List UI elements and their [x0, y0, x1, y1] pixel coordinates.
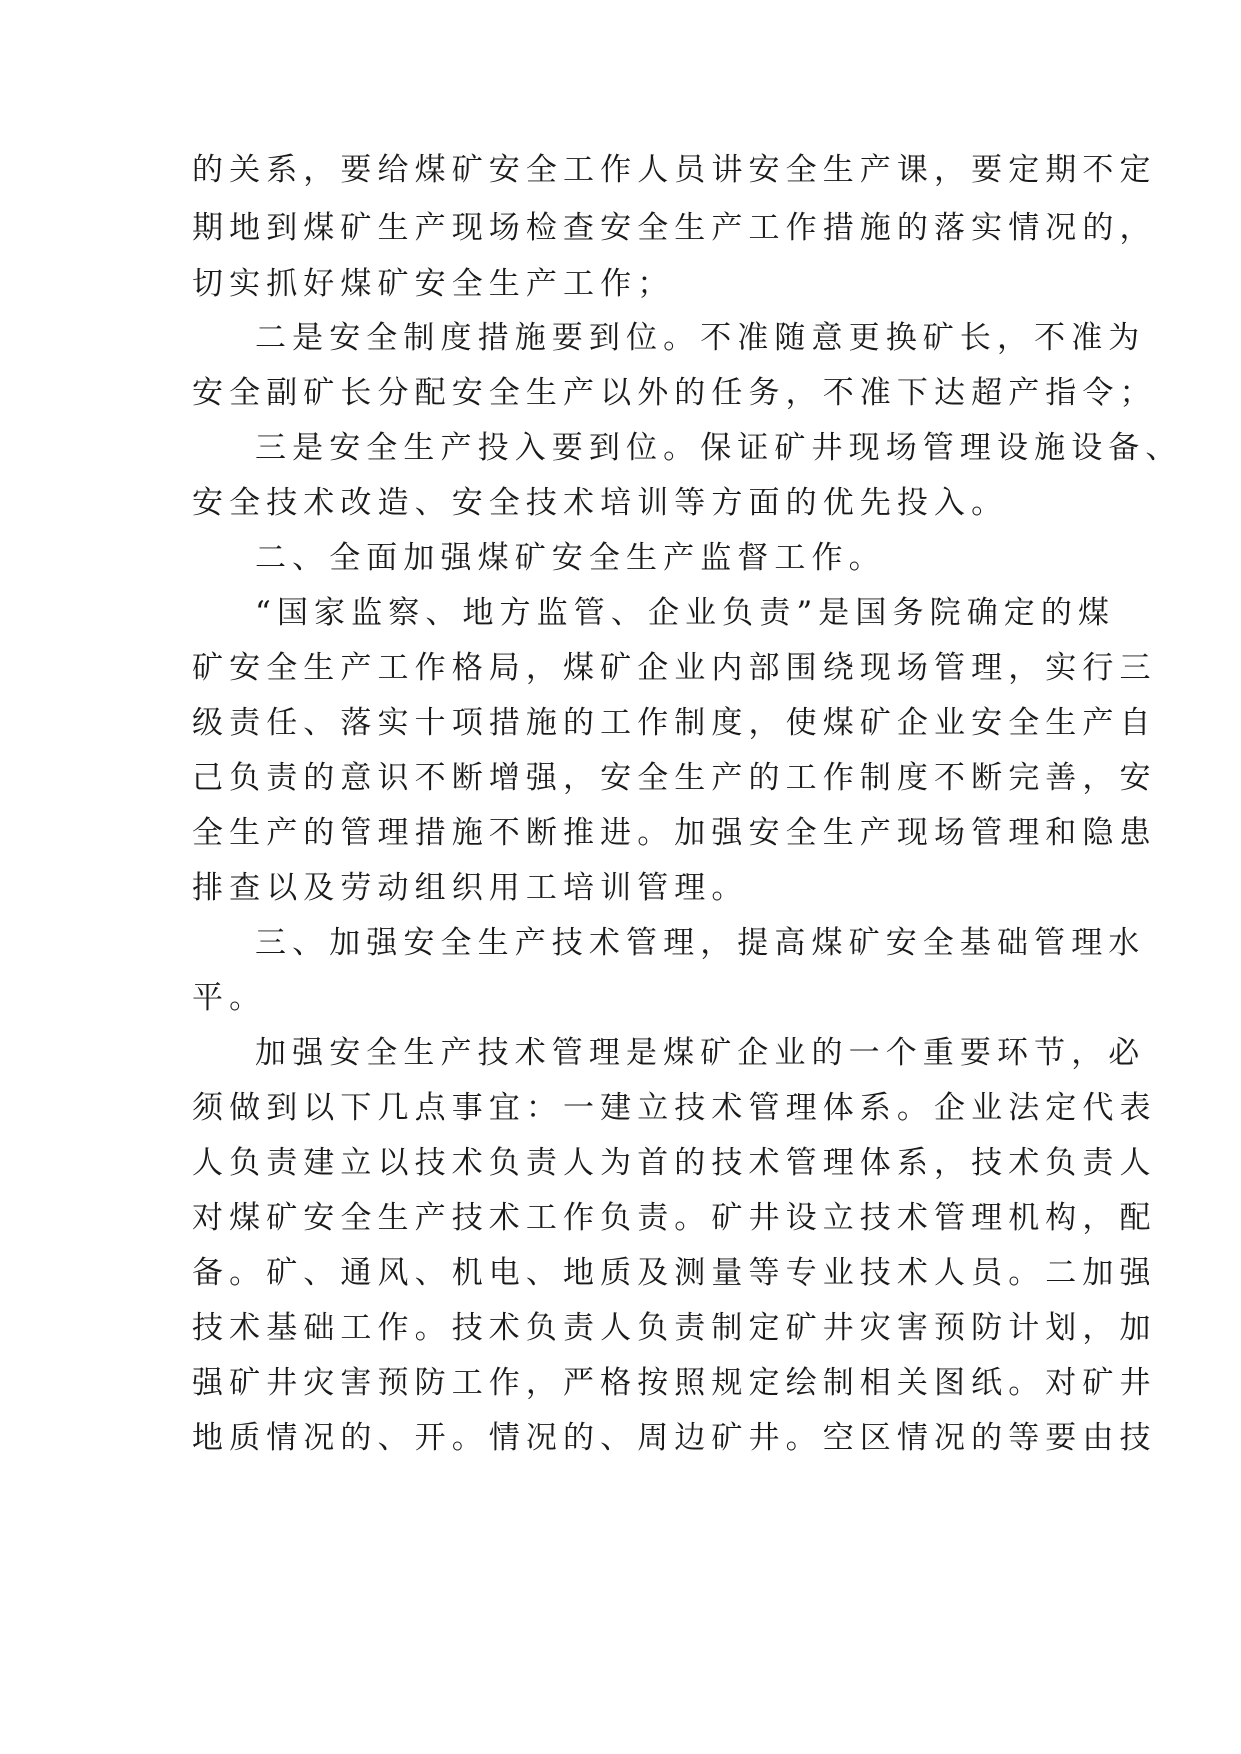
paragraph-line: 级责任、落实十项措施的工作制度，使煤矿企业安全生产自 — [192, 705, 1157, 741]
paragraph-line: 技术基础工作。技术负责人负责制定矿井灾害预防计划，加 — [192, 1310, 1157, 1346]
paragraph-line: 的关系，要给煤矿安全工作人员讲安全生产课，要定期不定 — [192, 152, 1157, 188]
paragraph-line: 安全副矿长分配安全生产以外的任务，不准下达超产指令； — [192, 375, 1157, 411]
paragraph-line: 全生产的管理措施不断推进。加强安全生产现场管理和隐患 — [192, 815, 1157, 851]
paragraph-line: 安全技术改造、安全技术培训等方面的优先投入。 — [192, 485, 1009, 521]
section-heading: 三、加强安全生产技术管理，提高煤矿安全基础管理水 — [255, 925, 1146, 961]
section-heading: 平。 — [192, 980, 267, 1016]
section-heading: 二、全面加强煤矿安全生产监督工作。 — [255, 540, 886, 576]
paragraph-line: 期地到煤矿生产现场检查安全生产工作措施的落实情况的， — [192, 210, 1157, 246]
paragraph-line: 对煤矿安全生产技术工作负责。矿井设立技术管理机构，配 — [192, 1200, 1157, 1236]
paragraph-line: 须做到以下几点事宜：一建立技术管理体系。企业法定代表 — [192, 1090, 1157, 1126]
paragraph-line: “国家监察、地方监管、企业负责”是国务院确定的煤 — [255, 595, 1116, 631]
paragraph-line: 矿安全生产工作格局，煤矿企业内部围绕现场管理，实行三 — [192, 650, 1157, 686]
paragraph-line: 己负责的意识不断增强，安全生产的工作制度不断完善，安 — [192, 760, 1157, 796]
paragraph-line: 人负责建立以技术负责人为首的技术管理体系，技术负责人 — [192, 1145, 1157, 1181]
paragraph-line: 三是安全生产投入要到位。保证矿井现场管理设施设备、 — [255, 430, 1183, 466]
paragraph-line: 地质情况的、开。情况的、周边矿井。空区情况的等要由技 — [192, 1420, 1157, 1456]
paragraph-line: 切实抓好煤矿安全生产工作； — [192, 266, 675, 302]
paragraph-line: 二是安全制度措施要到位。不准随意更换矿长，不准为 — [255, 320, 1146, 356]
paragraph-line: 强矿井灾害预防工作，严格按照规定绘制相关图纸。对矿井 — [192, 1365, 1157, 1401]
paragraph-line: 加强安全生产技术管理是煤矿企业的一个重要环节，必 — [255, 1035, 1146, 1071]
paragraph-line: 备。矿、通风、机电、地质及测量等专业技术人员。二加强 — [192, 1255, 1157, 1291]
paragraph-line: 排查以及劳动组织用工培训管理。 — [192, 870, 749, 906]
